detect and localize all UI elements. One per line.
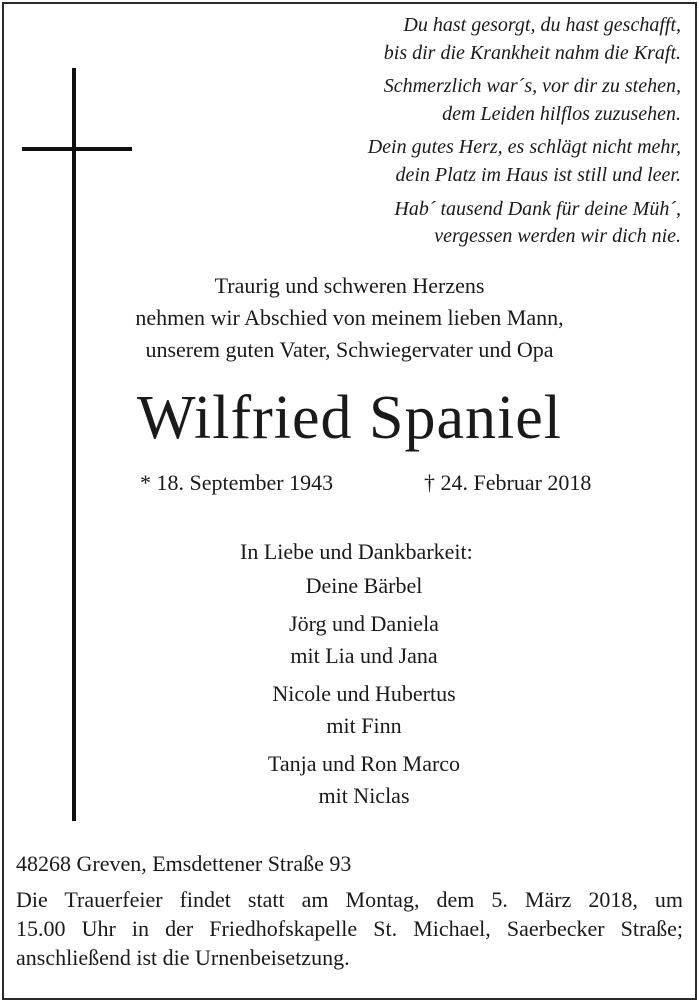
funeral-line: Die Trauerfeier findet statt am Montag, dem 5. März 2018, um: [16, 887, 683, 912]
survivor-line: Deine Bärbel: [305, 573, 423, 598]
obituary-notice: [2, 2, 697, 1000]
survivor-line: mit Finn: [326, 713, 402, 738]
memorial-poem: [368, 12, 681, 257]
poem-line: Hab´ tausend Dank für deine Müh´,: [394, 197, 681, 220]
poem-stanza: [368, 73, 681, 128]
survivor-line: mit Niclas: [318, 783, 410, 808]
survivor-line: mit Lia und Jana: [290, 643, 438, 668]
funeral-line: 15.00 Uhr in der Friedhofskapelle St. Michael, Saerbecker Straße;: [16, 916, 683, 941]
poem-stanza: [368, 134, 681, 189]
survivor-group: [214, 678, 514, 742]
survivor-group: [214, 748, 514, 812]
intro-text: [4, 270, 695, 366]
intro-line: nehmen wir Abschied von meinem lieben Mann,: [135, 305, 564, 330]
poem-line: dein Platz im Haus ist still und leer.: [395, 163, 681, 186]
poem-line: vergessen werden wir dich nie.: [434, 225, 681, 248]
funeral-line: anschließend ist die Urnenbeisetzung.: [16, 945, 350, 970]
death-date: † 24. Februar 2018: [424, 470, 592, 495]
gratitude-heading: In Liebe und Dankbarkeit:: [240, 539, 473, 564]
poem-line: Schmerzlich war´s, vor dir zu stehen,: [383, 75, 681, 98]
cross-horizontal-bar: [22, 147, 132, 151]
poem-stanza: [368, 12, 681, 67]
poem-line: Dein gutes Herz, es schlägt nicht mehr,: [367, 136, 681, 159]
deceased-name: Wilfried Spaniel: [137, 384, 562, 452]
survivor-line: Nicole und Hubertus: [272, 681, 456, 706]
poem-line: bis dir die Krankheit nahm die Kraft.: [383, 41, 681, 64]
family-address: 48268 Greven, Emsdettener Straße 93: [16, 851, 352, 876]
intro-line: Traurig und schweren Herzens: [214, 273, 485, 298]
funeral-details: [16, 885, 683, 972]
survivor-group: [214, 570, 514, 602]
poem-line: Du hast gesorgt, du hast geschafft,: [403, 14, 681, 36]
birth-date: * 18. September 1943: [140, 470, 334, 495]
survivor-line: Tanja und Ron Marco: [267, 751, 461, 776]
poem-stanza: [368, 196, 681, 251]
survivors-list: [214, 570, 514, 818]
survivor-group: [214, 608, 514, 672]
survivor-line: Jörg und Daniela: [289, 611, 439, 636]
poem-line: dem Leiden hilflos zuzusehen.: [442, 102, 681, 125]
intro-line: unserem guten Vater, Schwiegervater und Opa: [145, 337, 554, 362]
